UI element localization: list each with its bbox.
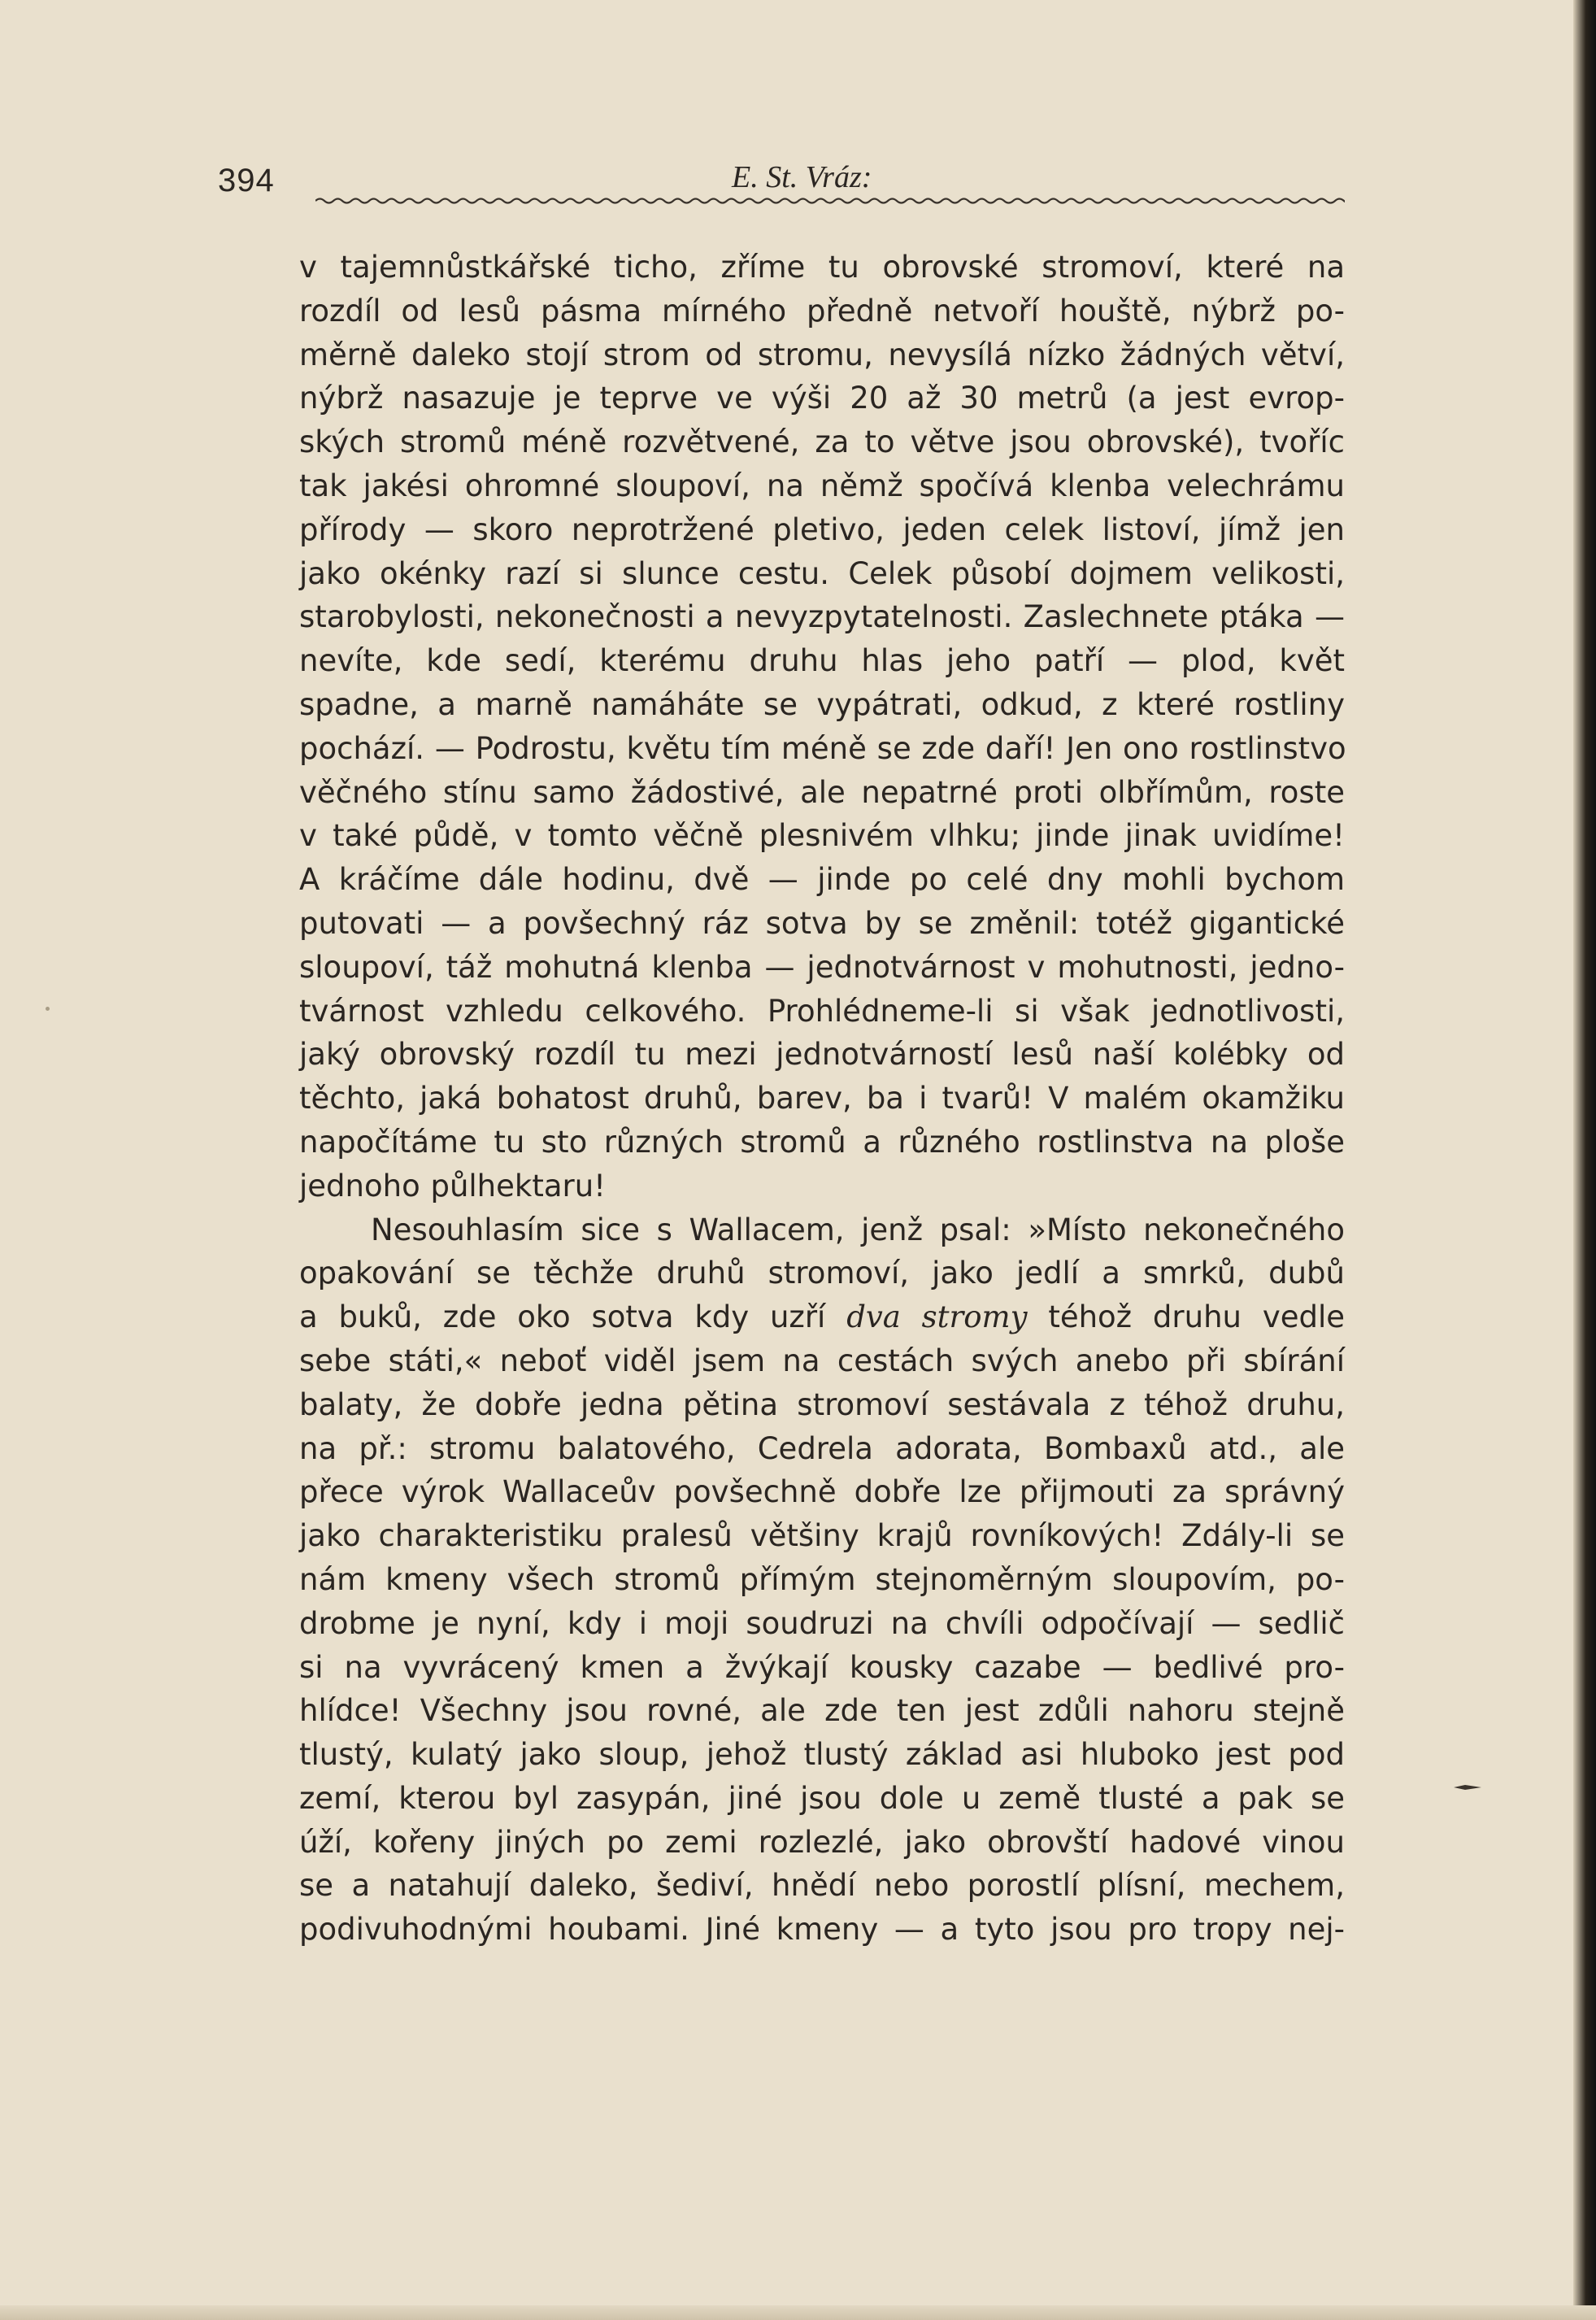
paragraph-2 [299, 1208, 1345, 1952]
text-line: tlustý, kulatý jako sloup, jehož tlustý základ asi hluboko jest pod [299, 1737, 1345, 1773]
text-line: napočítáme tu sto různých stromů a různého rostlinstva na ploše [299, 1124, 1345, 1160]
text-line: podivuhodnými houbami. Jiné kmeny — a tyto jsou pro tropy nej- [299, 1912, 1345, 1948]
text-line: sloupoví, táž mohutná klenba — jednotvárnost v mohutnosti, jedno- [299, 949, 1345, 985]
text-line: jako charakteristiku pralesů většiny krajů rovníkových! Zdály-li se [299, 1518, 1345, 1554]
text-line: tvárnost vzhledu celkového. Prohlédneme-li si však jednotlivosti, [299, 993, 1345, 1029]
text-line: drobme je nyní, kdy i moji soudruzi na chvíli odpočívají — sedlič [299, 1605, 1345, 1641]
text-line: jako okénky razí si slunce cestu. Celek působí dojmem velikosti, [299, 555, 1345, 591]
text-line: v také půdě, v tomto věčně plesnivém vlhku; jinde jinak uvidíme! [299, 818, 1345, 854]
text-line: rozdíl od lesů pásma mírného předně netvoří houště, nýbrž po- [299, 293, 1345, 329]
page-bottom-edge [0, 2305, 1596, 2320]
text-line: ských stromů méně rozvětvené, za to větve jsou obrovské), tvoříc [299, 424, 1345, 460]
body-text [299, 246, 1345, 1952]
text-line: tak jakési ohromné sloupoví, na němž spočívá klenba velechrámu [299, 468, 1345, 503]
text-line: sebe státi,« neboť viděl jsem na cestách svých anebo při sbírání [299, 1343, 1345, 1378]
text-line: přírody — skoro neprotržené pletivo, jeden celek listoví, jímž jen [299, 511, 1345, 547]
page-edge-shadow [1573, 0, 1596, 2320]
decorative-wavy-rule [315, 195, 1345, 207]
text-line: opakování se těchže druhů stromoví, jako jedlí a smrků, dubů [299, 1256, 1345, 1291]
text-line: jednoho půlhektaru! [299, 1168, 606, 1204]
text-line: na př.: stromu balatového, Cedrela adorata, Bombaxů atd., ale [299, 1430, 1345, 1466]
text-line: Nesouhlasím sice s Wallacem, jenž psal: »Místo nekonečného [371, 1212, 1345, 1247]
text-line: jaký obrovský rozdíl tu mezi jednotvárností lesů naší kolébky od [299, 1037, 1345, 1073]
text-line: zemí, kterou byl zasypán, jiné jsou dole u země tlusté a pak se [299, 1780, 1345, 1816]
text-line: přece výrok Wallaceův povšechně dobře lze přijmouti za správný [299, 1474, 1345, 1510]
text-line: putovati — a povšechný ráz sotva by se změnil: totéž gigantické [299, 905, 1345, 941]
text-line: nýbrž nasazuje je teprve ve výši 20 až 30 metrů (a jest evrop- [299, 381, 1345, 416]
text-line: si na vyvrácený kmen a žvýkají kousky cazabe — bedlivé pro- [299, 1649, 1345, 1685]
italic-emphasis: dva stromy [846, 1299, 1028, 1335]
text-line: úží, kořeny jiných po zemi rozlezlé, jako obrovští hadové vinou [299, 1824, 1345, 1860]
text-line: v tajemnůstkářské ticho, zříme tu obrovské stromoví, které na [299, 250, 1345, 285]
page-number: 394 [218, 163, 275, 198]
text-line: pochází. — Podrostu, květu tím méně se zde daří! Jen ono rostlinstvo [299, 730, 1346, 766]
text-line: měrně daleko stojí strom od stromu, nevysílá nízko žádných větví, [299, 337, 1345, 372]
running-head: E. St. Vráz: [732, 160, 872, 194]
text-line-with-italic [299, 1295, 1345, 1339]
paragraph-1 [299, 246, 1345, 1208]
text-line: těchto, jaká bohatost druhů, barev, ba i tvarů! V malém okamžiku [299, 1081, 1345, 1116]
text-line: věčného stínu samo žádostivé, ale nepatrné proti olbřímům, roste [299, 774, 1345, 810]
margin-arrow-mark [1454, 1783, 1481, 1791]
text-line: se a natahují daleko, šediví, hnědí nebo porostlí plísní, mechem, [299, 1868, 1345, 1904]
text-line: starobylosti, nekonečnosti a nevyzpytatelnosti. Zaslechnete ptáka — [299, 599, 1345, 635]
text-segment: téhož druhu vedle [1027, 1299, 1346, 1335]
text-line: nám kmeny všech stromů přímým stejnoměrným sloupovím, po- [299, 1561, 1345, 1597]
text-line: hlídce! Všechny jsou rovné, ale zde ten jest zdůli nahoru stejně [299, 1693, 1345, 1729]
text-line: A kráčíme dále hodinu, dvě — jinde po celé dny mohli bychom [299, 862, 1345, 898]
text-line: nevíte, kde sedí, kterému druhu hlas jeho patří — plod, květ [299, 643, 1345, 679]
text-segment: a buků, zde oko sotva kdy uzří [299, 1299, 847, 1335]
paper-speck [46, 1007, 50, 1011]
text-line: balaty, že dobře jedna pětina stromoví sestávala z téhož druhu, [299, 1386, 1345, 1422]
text-line: spadne, a marně namáháte se vypátrati, odkud, z které rostliny [299, 686, 1345, 722]
